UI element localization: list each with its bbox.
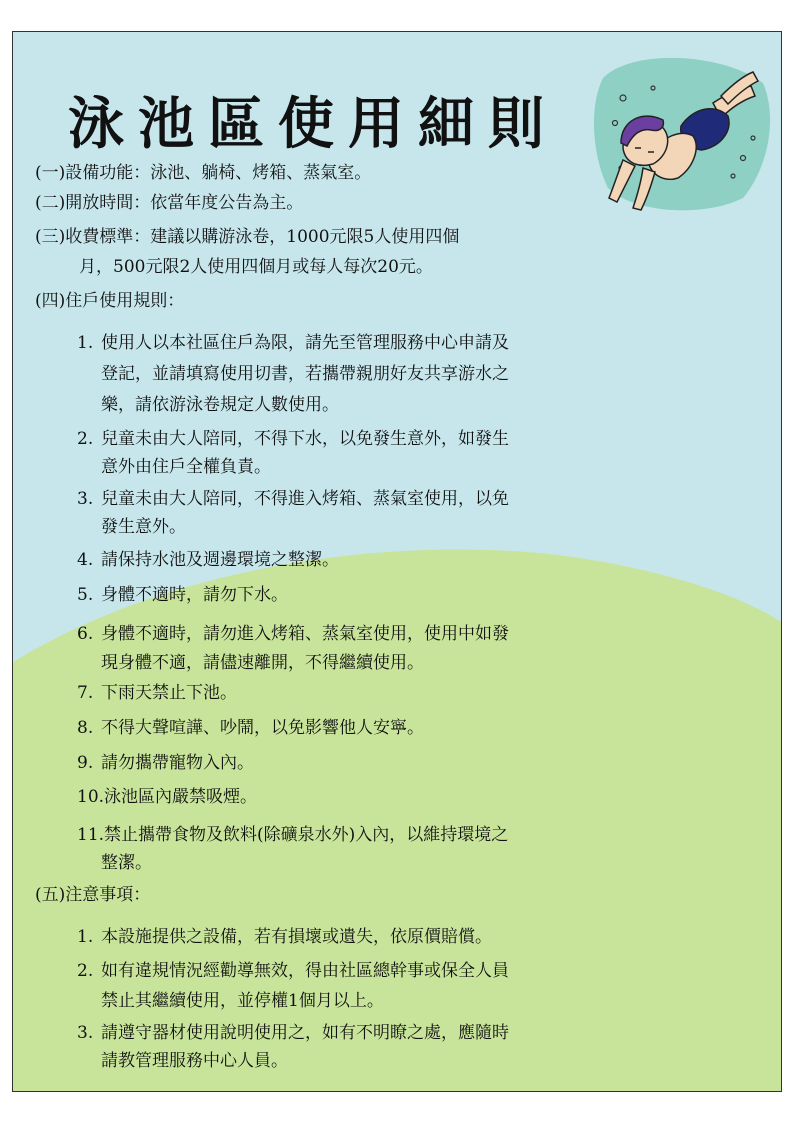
- item-text: 身體不適時，請勿進入烤箱、蒸氣室使用，使用中如發: [101, 624, 509, 644]
- section-text: 建議以購游泳卷，1000元限5人使用四個: [150, 227, 460, 247]
- list-item: [77, 786, 257, 808]
- item-text: 使用人以本社區住戶為限，請先至管理服務中心申請及: [101, 333, 509, 353]
- item-text: 如有違規情況經勸導無效，得由社區總幹事或保全人員: [101, 961, 509, 981]
- item-text: 請勿攜帶寵物入內。: [101, 753, 254, 773]
- section-text: 泳池、躺椅、烤箱、蒸氣室。: [150, 163, 372, 183]
- item-number: 6.: [77, 624, 94, 644]
- section-notes: [35, 884, 150, 906]
- item-text: 下雨天禁止下池。: [101, 683, 237, 703]
- list-item: [77, 752, 254, 774]
- item-text: 身體不適時，請勿下水。: [101, 585, 288, 605]
- item-text: 請保持水池及週邊環境之整潔。: [101, 550, 339, 570]
- item-number: 8.: [77, 718, 94, 738]
- section-rules: [35, 290, 184, 312]
- section-heading: 住戶使用規則：: [65, 291, 185, 311]
- item-text: 本設施提供之設備，若有損壞或遺失，依原價賠償。: [101, 927, 492, 947]
- section-label: (五): [35, 885, 66, 905]
- list-item: [77, 332, 509, 354]
- swimmer-icon: [593, 48, 775, 216]
- section-text: 依當年度公告為主。: [150, 193, 304, 213]
- item-text: 禁止攜帶食物及飲料(除礦泉水外)入內，以維持環境之: [104, 825, 509, 845]
- item-number: 3.: [77, 1023, 94, 1043]
- section-heading: 注意事項：: [65, 885, 151, 905]
- section-label: (一): [35, 163, 66, 183]
- section-hours: [35, 192, 303, 214]
- list-item: [77, 717, 424, 739]
- section-heading: 設備功能：: [65, 163, 151, 183]
- item-number: 1.: [77, 333, 94, 353]
- list-item: [77, 623, 509, 645]
- section-label: (四): [35, 291, 66, 311]
- section-fees: [35, 226, 459, 248]
- list-item: [77, 960, 509, 982]
- item-text-line: 發生意外。: [101, 517, 186, 537]
- item-text: 不得大聲喧譁、吵鬧，以免影響他人安寧。: [101, 718, 424, 738]
- list-item: [77, 1022, 509, 1044]
- item-text-line: 整潔。: [101, 853, 152, 873]
- item-number: 1.: [77, 927, 94, 947]
- item-number: 9.: [77, 753, 94, 773]
- item-number: 5.: [77, 585, 94, 605]
- item-text: 泳池區內嚴禁吸煙。: [104, 787, 258, 807]
- item-number: 10.: [77, 787, 105, 807]
- item-text-line: 意外由住戶全權負責。: [101, 457, 271, 477]
- list-item: [77, 428, 509, 450]
- item-number: 4.: [77, 550, 94, 570]
- page-title: 泳池區使用細則: [68, 91, 558, 157]
- poster: [12, 31, 782, 1092]
- list-item: [77, 549, 339, 571]
- item-number: 3.: [77, 489, 94, 509]
- list-item: [77, 488, 509, 510]
- item-text-line: 樂，請依游泳卷規定人數使用。: [101, 395, 339, 415]
- section-equipment: [35, 162, 371, 184]
- section-fees-continued: 月，500元限2人使用四個月或每人每次20元。: [79, 257, 433, 277]
- item-text-line: 登記，並請填寫使用切書，若攜帶親朋好友共享游水之: [101, 364, 509, 384]
- section-heading: 收費標準：: [65, 227, 151, 247]
- item-text: 請遵守器材使用說明使用之，如有不明瞭之處，應隨時: [101, 1023, 509, 1043]
- item-text: 兒童未由大人陪同，不得進入烤箱、蒸氣室使用，以免: [101, 489, 509, 509]
- section-heading: 開放時間：: [65, 193, 151, 213]
- section-label: (三): [35, 227, 66, 247]
- list-item: [77, 926, 492, 948]
- item-text: 兒童未由大人陪同，不得下水，以免發生意外，如發生: [101, 429, 509, 449]
- item-number: 7.: [77, 683, 94, 703]
- list-item: [77, 584, 288, 606]
- item-text-line: 禁止其繼續使用，並停權1個月以上。: [101, 991, 384, 1011]
- section-label: (二): [35, 193, 66, 213]
- item-number: 2.: [77, 961, 94, 981]
- item-text-line: 現身體不適，請儘速離開，不得繼續使用。: [101, 653, 424, 673]
- list-item: [77, 824, 508, 846]
- item-number: 11.: [77, 825, 105, 845]
- item-text-line: 請教管理服務中心人員。: [101, 1051, 288, 1071]
- item-number: 2.: [77, 429, 94, 449]
- list-item: [77, 682, 237, 704]
